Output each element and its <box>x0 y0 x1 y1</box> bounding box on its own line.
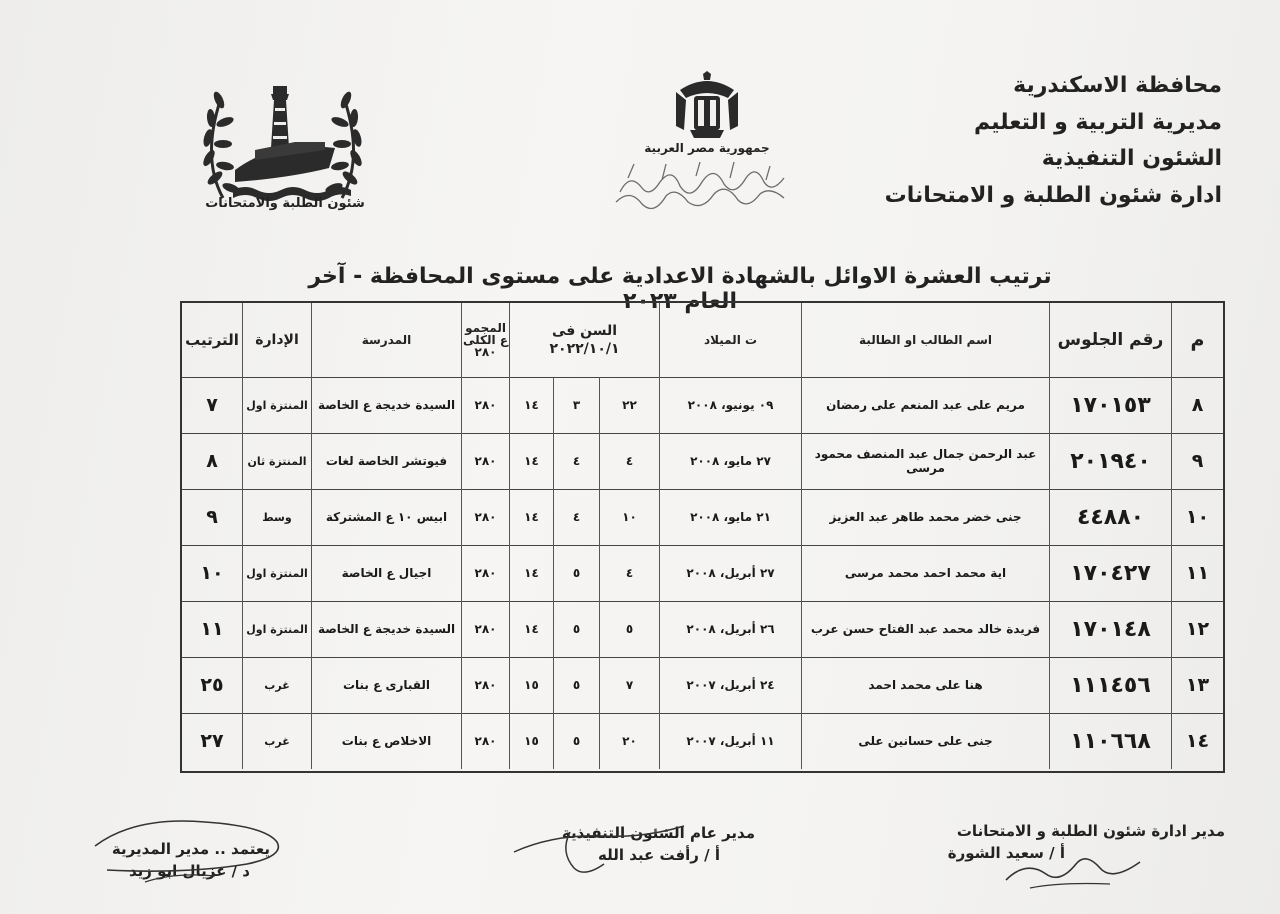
row-m: ٩ <box>1171 433 1223 489</box>
row-total: ٢٨٠ <box>461 489 509 545</box>
row-birth-date: ٢١ مايو، ٢٠٠٨ <box>659 489 801 545</box>
row-administration: المنتزة اول <box>242 545 311 601</box>
row-seat-number: ٢٠١٩٤٠ <box>1049 433 1171 489</box>
row-m: ٨ <box>1171 377 1223 433</box>
row-age-years: ١٥ <box>509 713 553 769</box>
table-row <box>182 657 1223 713</box>
row-age-months: ٤ <box>553 489 599 545</box>
signature-right-title: مدير ادارة شئون الطلبة و الامتحانات <box>956 822 1225 840</box>
row-total: ٢٨٠ <box>461 433 509 489</box>
row-student-name: اية محمد احمد محمد مرسى <box>801 545 1049 601</box>
row-seat-number: ١١١٤٥٦ <box>1049 657 1171 713</box>
row-seat-number: ١٧٠٤٢٧ <box>1049 545 1171 601</box>
header-school: المدرسة <box>311 303 461 377</box>
row-total: ٢٨٠ <box>461 657 509 713</box>
row-age-years: ١٤ <box>509 489 553 545</box>
signature-right-handwriting <box>1000 852 1150 892</box>
row-student-name: جنى على حسانين على <box>801 713 1049 769</box>
row-age-months: ٥ <box>553 545 599 601</box>
row-age-days: ٤ <box>599 433 659 489</box>
table-row <box>182 489 1223 545</box>
row-m: ١١ <box>1171 545 1223 601</box>
row-age-years: ١٤ <box>509 601 553 657</box>
row-m: ١٠ <box>1171 489 1223 545</box>
issuer-header <box>885 68 1222 214</box>
row-m: ١٣ <box>1171 657 1223 713</box>
row-age-days: ٢٢ <box>599 377 659 433</box>
header-total-line2: ع الكلى <box>463 333 509 347</box>
header-total <box>461 303 509 377</box>
row-school: فيوتشر الخاصة لغات <box>311 433 461 489</box>
row-birth-date: ٢٧ مايو، ٢٠٠٨ <box>659 433 801 489</box>
row-school: القبارى ع بنات <box>311 657 461 713</box>
header-seat-number: رقم الجلوس <box>1049 303 1171 377</box>
header-age <box>509 303 659 377</box>
row-student-name: جنى خضر محمد طاهر عبد العزيز <box>801 489 1049 545</box>
row-administration: المنتزة ثان <box>242 433 311 489</box>
row-seat-number: ١٧٠١٤٨ <box>1049 601 1171 657</box>
row-birth-date: ٢٦ أبريل، ٢٠٠٨ <box>659 601 801 657</box>
row-administration: المنتزة اول <box>242 601 311 657</box>
row-rank: ٨ <box>206 450 218 472</box>
row-age-days: ٤ <box>599 545 659 601</box>
header-m: م <box>1171 303 1223 377</box>
table-row <box>182 377 1223 433</box>
header-rank: الترتيب <box>185 331 239 349</box>
row-administration: غرب <box>242 657 311 713</box>
row-age-days: ٧ <box>599 657 659 713</box>
row-age-years: ١٥ <box>509 657 553 713</box>
signature-center-name: أ / رأفت عبد الله <box>597 846 720 864</box>
row-school: ابيس ١٠ ع المشتركة <box>311 489 461 545</box>
center-logo-caption: جمهورية مصر العربية <box>644 141 770 155</box>
row-age-years: ١٤ <box>509 545 553 601</box>
row-age-months: ٥ <box>553 713 599 769</box>
table-row <box>182 713 1223 769</box>
row-student-name: عبد الرحمن جمال عبد المنصف محمود مرسى <box>801 433 1049 489</box>
row-student-name: فريدة خالد محمد عبد الفتاح حسن عرب <box>801 601 1049 657</box>
row-m: ١٢ <box>1171 601 1223 657</box>
row-school: اجيال ع الخاصة <box>311 545 461 601</box>
row-total: ٢٨٠ <box>461 601 509 657</box>
row-age-years: ١٤ <box>509 433 553 489</box>
row-birth-date: ١١ أبريل، ٢٠٠٧ <box>659 713 801 769</box>
row-rank: ١٠ <box>200 562 224 584</box>
left-logo-caption: شئون الطلبة والامتحانات <box>205 196 365 211</box>
row-school: السيدة خديجة ع الخاصة <box>311 601 461 657</box>
row-age-months: ٥ <box>553 601 599 657</box>
row-student-name: هنا على محمد احمد <box>801 657 1049 713</box>
header-exams-administration: ادارة شئون الطلبة و الامتحانات <box>884 182 1222 208</box>
row-rank: ٢٥ <box>200 674 224 696</box>
row-student-name: مريم على عبد المنعم على رمضان <box>801 377 1049 433</box>
row-birth-date: ٢٧ أبريل، ٢٠٠٨ <box>659 545 801 601</box>
eagle-emblem-icon <box>600 70 815 220</box>
header-student-name: اسم الطالب او الطالبة <box>801 303 1049 377</box>
row-school: السيدة خديجة ع الخاصة <box>311 377 461 433</box>
row-rank: ٧ <box>206 394 218 416</box>
header-total-line3: ٢٨٠ <box>474 345 497 359</box>
header-administration: الإدارة <box>242 303 311 377</box>
row-birth-date: ٠٩ يونيو، ٢٠٠٨ <box>659 377 801 433</box>
row-administration: المنتزة اول <box>242 377 311 433</box>
row-rank: ١١ <box>200 618 224 640</box>
row-administration: وسط <box>242 489 311 545</box>
row-rank: ٢٧ <box>200 730 224 752</box>
rankings-table <box>180 301 1225 773</box>
document-title: ترتيب العشرة الاوائل بالشهادة الاعدادية على مستوى المحافظة - آخر العام ٢٠٢٣ <box>308 264 1052 314</box>
row-age-days: ٢٠ <box>599 713 659 769</box>
table-row <box>182 601 1223 657</box>
header-age-line1: السن فى <box>551 323 618 339</box>
table-header-row <box>182 303 1223 377</box>
header-total-line1: المجمو <box>465 321 506 335</box>
row-age-days: ٥ <box>599 601 659 657</box>
signature-center-title: مدير عام الشئون التنفيذية <box>561 824 755 842</box>
row-administration: غرب <box>242 713 311 769</box>
header-executive-affairs: الشئون التنفيذية <box>1041 146 1222 171</box>
row-age-months: ٥ <box>553 657 599 713</box>
row-rank: ٩ <box>206 506 218 528</box>
table-row <box>182 545 1223 601</box>
signature-left-name: د / عزيال ابو زيد <box>128 862 250 880</box>
row-birth-date: ٢٤ أبريل، ٢٠٠٧ <box>659 657 801 713</box>
row-age-years: ١٤ <box>509 377 553 433</box>
signature-left-title: يعتمد .. مدير المديرية <box>111 840 270 858</box>
row-seat-number: ١٧٠١٥٣ <box>1049 377 1171 433</box>
row-age-months: ٣ <box>553 377 599 433</box>
signature-center-handwriting <box>510 822 690 882</box>
signature-left-handwriting <box>85 812 285 892</box>
header-birth-date: ت الميلاد <box>659 303 801 377</box>
header-age-line2: ٢٠٢٢/١٠/١ <box>549 341 620 357</box>
row-total: ٢٨٠ <box>461 713 509 769</box>
row-total: ٢٨٠ <box>461 377 509 433</box>
row-age-days: ١٠ <box>599 489 659 545</box>
row-total: ٢٨٠ <box>461 545 509 601</box>
row-school: الاخلاص ع بنات <box>311 713 461 769</box>
row-seat-number: ١١٠٦٦٨ <box>1049 713 1171 769</box>
header-governorate: محافظة الاسكندرية <box>1013 73 1222 98</box>
table-row <box>182 433 1223 489</box>
row-seat-number: ٤٤٨٨٠ <box>1049 489 1171 545</box>
row-age-months: ٤ <box>553 433 599 489</box>
row-m: ١٤ <box>1171 713 1223 769</box>
header-directorate: مديرية التربية و التعليم <box>974 109 1222 135</box>
signature-right-name: أ / سعيد الشورة <box>947 844 1065 862</box>
